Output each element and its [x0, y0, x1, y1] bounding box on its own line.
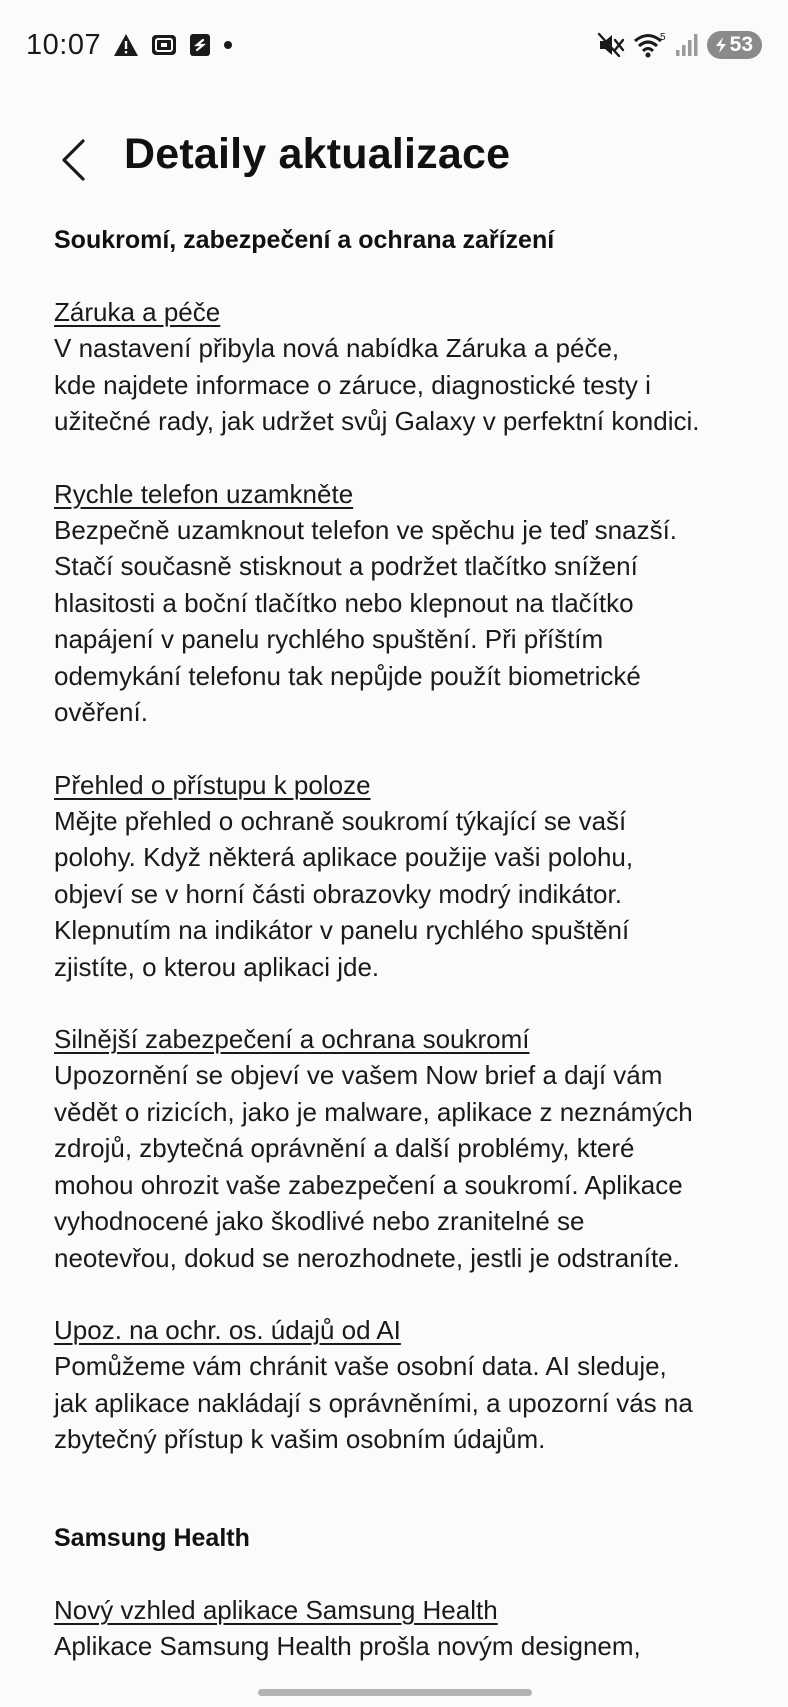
header [0, 120, 788, 200]
body-line: vyhodnocené jako škodlivé nebo zranitelné se [54, 1206, 585, 1236]
wifi-badge: 5 [659, 32, 666, 43]
body-line: Pomůžeme vám chránit vaše osobní data. AI sleduje, [54, 1351, 667, 1381]
body-line: jak aplikace nakládají s oprávněními, a upozorní vás na [54, 1387, 693, 1418]
section-title: Samsung Health [54, 1523, 250, 1552]
body-line: mohou ohrozit vaše zabezpečení a soukromí. Aplikace [54, 1169, 683, 1200]
battery-level: 53 [729, 33, 753, 56]
item-body [54, 512, 754, 731]
body-line: polohy. Když některá aplikace použije vaši polohu, [54, 842, 634, 872]
item-body [54, 803, 754, 986]
item-body [54, 1348, 754, 1458]
item-title: Silnější zabezpečení a ochrana soukromí [54, 1024, 530, 1054]
page-title: Detaily aktualizace [124, 130, 511, 178]
list-item [54, 1021, 754, 1276]
chevron-left-icon [59, 138, 87, 182]
app-notification-icon [189, 33, 211, 57]
body-line: Bezpečně uzamknout telefon ve spěchu je teď snazší. [54, 514, 678, 545]
body-line: užitečné rady, jak udržet svůj Galaxy v perfektní kondici. [54, 406, 700, 436]
status-right [597, 31, 762, 59]
item-title: Rychle telefon uzamkněte [54, 478, 354, 509]
list-item [54, 767, 754, 986]
body-line: Upozornění se objeví ve vašem Now brief a dají vám [54, 1060, 663, 1090]
home-indicator[interactable] [258, 1689, 532, 1696]
section-privacy-security [54, 222, 754, 1458]
list-item [54, 476, 754, 731]
section-samsung-health [54, 1520, 754, 1665]
list-item [54, 294, 754, 440]
body-line: Stačí současně stisknout a podržet tlačítko snížení [54, 551, 638, 581]
warning-icon [113, 33, 139, 57]
item-title: Přehled o přístupu k poloze [54, 769, 371, 800]
wifi-icon [633, 31, 667, 59]
status-left [26, 29, 233, 62]
body-line: zbytečný přístup k vašim osobním údajům. [54, 1424, 546, 1454]
item-title: Záruka a péče [54, 297, 221, 327]
status-time: 10:07 [26, 28, 102, 61]
list-item [54, 1312, 754, 1458]
body-line: neotevřou, dokud se nerozhodnete, jestli je odstraníte. [54, 1242, 680, 1273]
body-line: Klepnutím na indikátor v panelu rychlého spuštění [54, 915, 630, 945]
body-line: Mějte přehled o ochraně soukromí týkající se vaší [54, 805, 627, 836]
body-line: Aplikace Samsung Health prošla novým designem, [54, 1630, 641, 1661]
status-bar [0, 0, 788, 90]
signal-icon [675, 33, 699, 57]
item-body [54, 1057, 754, 1276]
body-line: ověření. [54, 697, 148, 727]
update-details-content[interactable] [54, 222, 754, 1664]
body-line: hlasitosti a boční tlačítko nebo klepnout na tlačítko [54, 587, 634, 618]
section-title: Soukromí, zabezpečení a ochrana zařízení [54, 226, 555, 254]
body-line: odemykání telefonu tak nepůjde použít biometrické [54, 660, 641, 691]
mute-icon [597, 32, 625, 58]
dot-icon [223, 40, 233, 50]
list-item [54, 1592, 754, 1665]
body-line: napájení v panelu rychlého spuštění. Při příštím [54, 624, 604, 654]
item-title: Upoz. na ochr. os. údajů od AI [54, 1315, 401, 1345]
body-line: vědět o rizicích, jako je malware, aplikace z neznámých [54, 1096, 693, 1127]
screenshot-icon [151, 33, 177, 57]
back-button[interactable] [50, 132, 96, 188]
battery-icon [707, 31, 762, 59]
item-body [54, 330, 754, 440]
item-title: Nový vzhled aplikace Samsung Health [54, 1594, 498, 1625]
body-line: zdrojů, zbytečná oprávnění a další problémy, které [54, 1133, 635, 1163]
body-line: V nastavení přibyla nová nabídka Záruka a péče, [54, 333, 620, 363]
item-body [54, 1628, 754, 1665]
body-line: objeví se v horní části obrazovky modrý indikátor. [54, 878, 622, 909]
body-line: kde najdete informace o záruce, diagnostické testy i [54, 369, 651, 400]
body-line: zjistíte, o kterou aplikaci jde. [54, 951, 380, 982]
